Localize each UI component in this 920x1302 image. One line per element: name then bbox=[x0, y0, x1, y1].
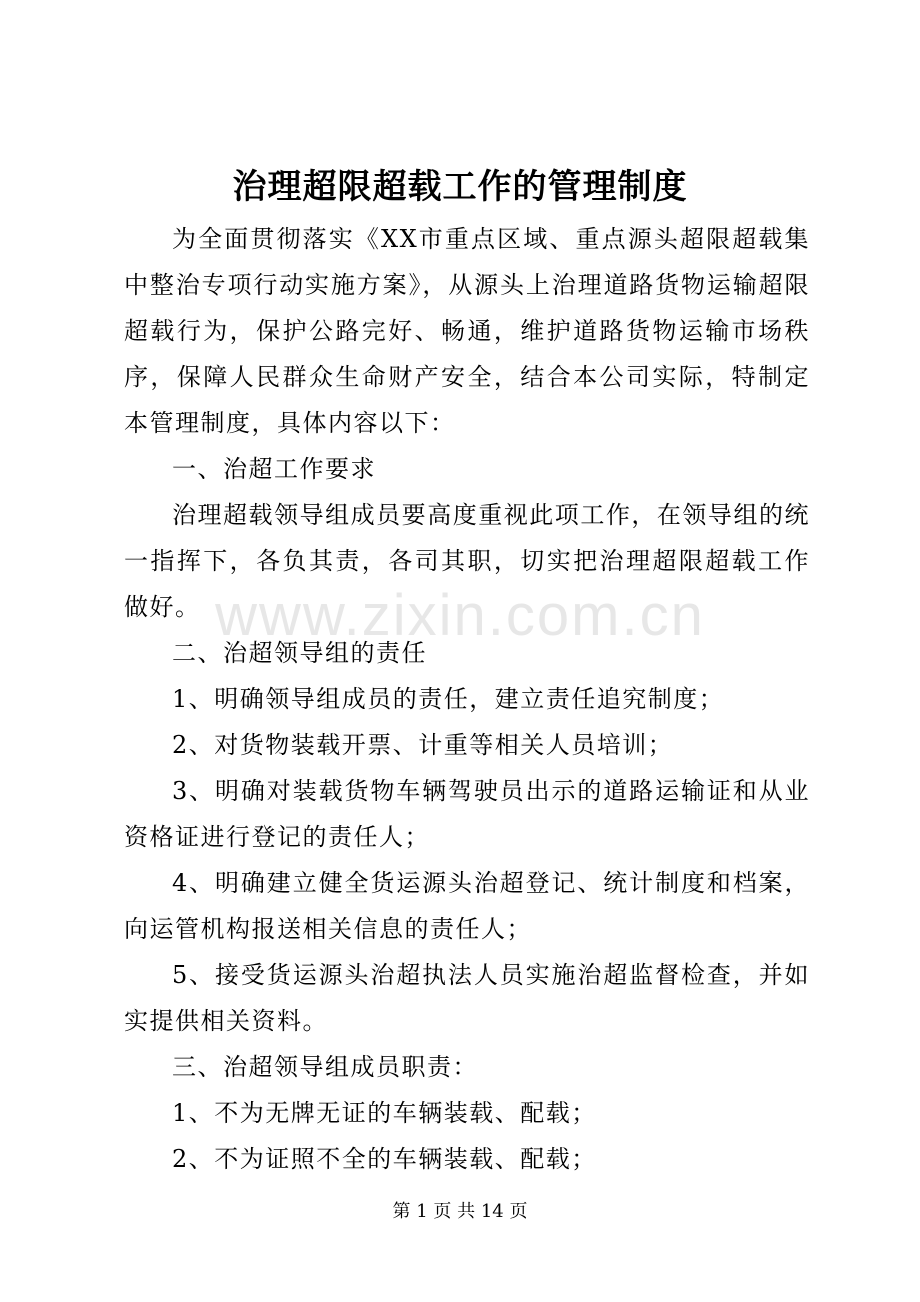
list-item: 5、接受货运源头治超执法人员实施治超监督检查，并如实提供相关资料。 bbox=[124, 961, 810, 1035]
page-footer: 第 1 页 共 14 页 bbox=[392, 1201, 528, 1222]
list-item: 4、明确建立健全货运源头治超登记、统计制度和档案，向运管机构报送相关信息的责任人； bbox=[124, 869, 810, 943]
list-item: 2、不为证照不全的车辆装载、配载； bbox=[172, 1145, 597, 1173]
paragraph-requirements: 治理超载领导组成员要高度重视此项工作，在领导组的统一指挥下，各负其责，各司其职，切实把治理超限超载工作做好。 bbox=[124, 501, 810, 621]
list-item: 2、对货物装载开票、计重等相关人员培训； bbox=[172, 731, 674, 759]
paragraph-intro: 为全面贯彻落实《XX市重点区域、重点源头超限超载集中整治专项行动实施方案》，从源头上治理道路货物运输超限超载行为，保护公路完好、畅通，维护道路货物运输市场秩序，保障人民群众生命财产安全，结合本公司实际，特制定本管理制度，具体内容以下： bbox=[124, 225, 810, 437]
list-item: 1、明确领导组成员的责任，建立责任追究制度； bbox=[172, 685, 725, 713]
document-title: 治理超限超载工作的管理制度 bbox=[232, 167, 688, 207]
section-heading-3: 三、治超领导组成员职责： bbox=[172, 1053, 478, 1081]
list-item: 1、不为无牌无证的车辆装载、配载； bbox=[172, 1099, 597, 1127]
section-heading-1: 一、治超工作要求 bbox=[172, 455, 376, 483]
document-body bbox=[124, 216, 810, 1182]
list-item: 3、明确对装载货物车辆驾驶员出示的道路运输证和从业资格证进行登记的责任人； bbox=[124, 777, 810, 851]
section-heading-2: 二、治超领导组的责任 bbox=[172, 639, 427, 667]
watermark: www.zixin.com.cn bbox=[215, 583, 705, 648]
